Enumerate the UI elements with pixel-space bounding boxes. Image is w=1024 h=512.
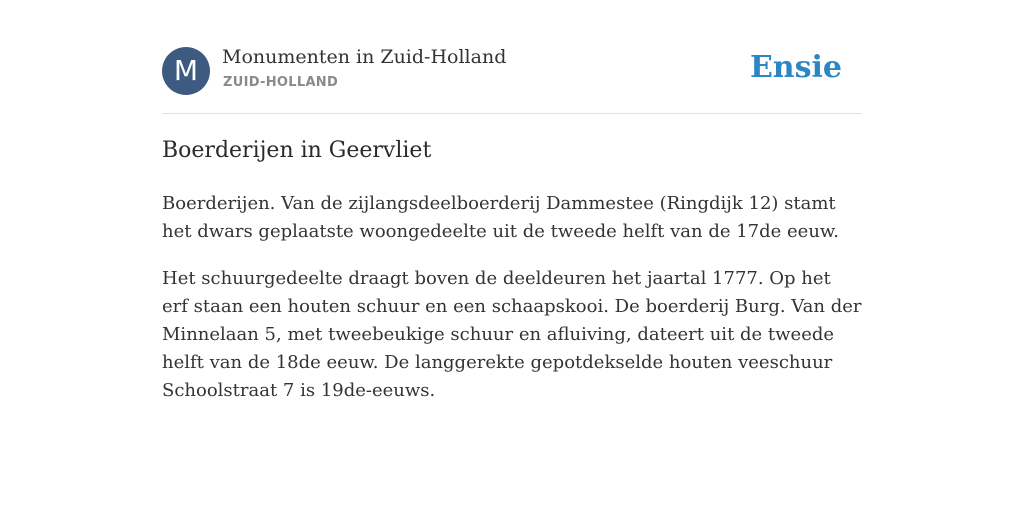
source-title[interactable]: Monumenten in Zuid-Holland: [222, 46, 507, 68]
brand-logo[interactable]: Ensie: [749, 50, 842, 85]
article-paragraph-1: Boerderijen. Van de zijlangsdeelboerderij Dammestee (Ringdijk 12) stamt het dwars geplaatste woongedeelte uit de tweede helft van de 17de eeuw.: [162, 193, 839, 242]
article-title: Boerderijen in Geervliet: [162, 138, 432, 163]
source-subtitle[interactable]: ZUID-HOLLAND: [223, 75, 339, 90]
article-body: [162, 190, 862, 424]
avatar[interactable]: M: [162, 47, 210, 95]
header-divider: [162, 113, 862, 114]
article-paragraph-2: Het schuurgedeelte draagt boven de deeldeuren het jaartal 1777. Op het erf staan een houten schuur en een schaapskooi. De boerderij Burg. Van der Minnelaan 5, met tweebeukige schuur en afluiving, dateert uit de tweede helft van de 18de eeuw. De langgerekte gepotdekselde houten veeschuur Schoolstraat 7 is 19de-eeuws.: [162, 268, 862, 401]
header: [162, 46, 862, 96]
